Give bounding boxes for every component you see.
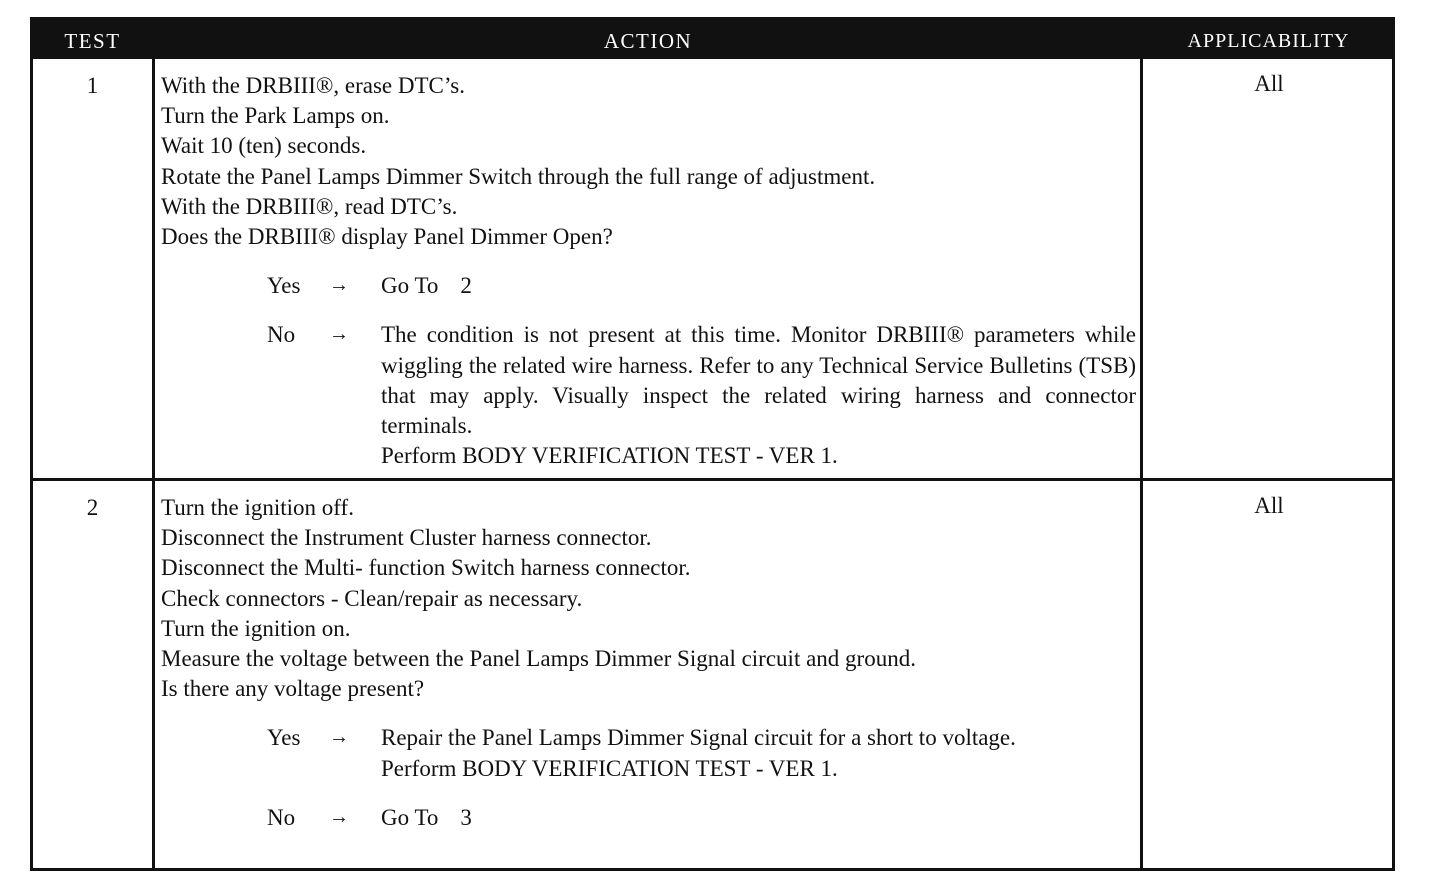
step-text: Rotate the Panel Lamps Dimmer Switch through the full range of adjustment. [161,163,876,189]
applicability-cell: All [1254,493,1284,518]
header-test: TEST [64,29,121,53]
test-number: 1 [86,73,99,98]
goto-text: Go To [381,804,439,830]
arrow-icon: → [329,323,349,346]
answer-no [161,803,1136,833]
step-text: Turn the ignition off. [161,495,354,520]
answer-label: Yes [267,725,301,751]
step-text: Does the DRBIII® display Panel Dimmer Open? [161,224,613,250]
answer-text [381,803,1136,833]
answer-no [161,320,1136,471]
action-cell [161,493,1136,833]
table-header [33,20,1392,59]
step-text: Disconnect the Multi- function Switch harness connector. [161,555,691,581]
goto-number: 2 [460,273,472,299]
step-text: With the DRBIII®, erase DTC’s. [161,73,465,98]
answer-text: The condition is not present at this time. Monitor DRBIII® parameters while wiggling the related wire harness. Refer to any Technical Service Bulletins (TSB) that may apply. Visually inspect the related wiring harness and connector terminals. [381,322,1136,439]
answer-yes [161,723,1136,783]
step-text: Disconnect the Instrument Cluster harness connector. [161,525,652,551]
answer-label: No [267,804,296,830]
answer-label: Yes [267,273,301,299]
answer-yes [161,271,1136,301]
goto-number: 3 [460,804,472,830]
answer-text-perform: Perform BODY VERIFICATION TEST - VER 1. [381,443,838,469]
step-text: With the DRBIII®, read DTC’s. [161,193,458,219]
answer-label: No [267,322,296,348]
applicability-cell: All [1254,71,1284,96]
diagnostic-test-table [30,17,1395,871]
answer-text: Repair the Panel Lamps Dimmer Signal circuit for a short to voltage. [381,725,1016,751]
header-action: ACTION [603,29,693,53]
step-text: Wait 10 (ten) seconds. [161,133,367,159]
goto-text: Go To [381,273,439,299]
step-text: Turn the ignition on. [161,615,351,641]
arrow-icon: → [329,726,349,749]
table-row-test-2 [33,481,1392,871]
step-text: Measure the voltage between the Panel Lamps Dimmer Signal circuit and ground. [161,646,916,672]
step-text: Is there any voltage present? [161,676,425,702]
action-cell [161,71,1136,471]
table-row-test-1 [33,59,1392,478]
step-text: Turn the Park Lamps on. [161,103,390,129]
header-applicability: APPLICABILITY [1187,30,1350,52]
arrow-icon: → [329,274,349,297]
answer-text-perform: Perform BODY VERIFICATION TEST - VER 1. [381,755,838,781]
answer-text [381,271,1136,301]
step-text: Check connectors - Clean/repair as necessary. [161,585,583,611]
test-number: 2 [86,495,99,520]
arrow-icon: → [329,805,349,828]
